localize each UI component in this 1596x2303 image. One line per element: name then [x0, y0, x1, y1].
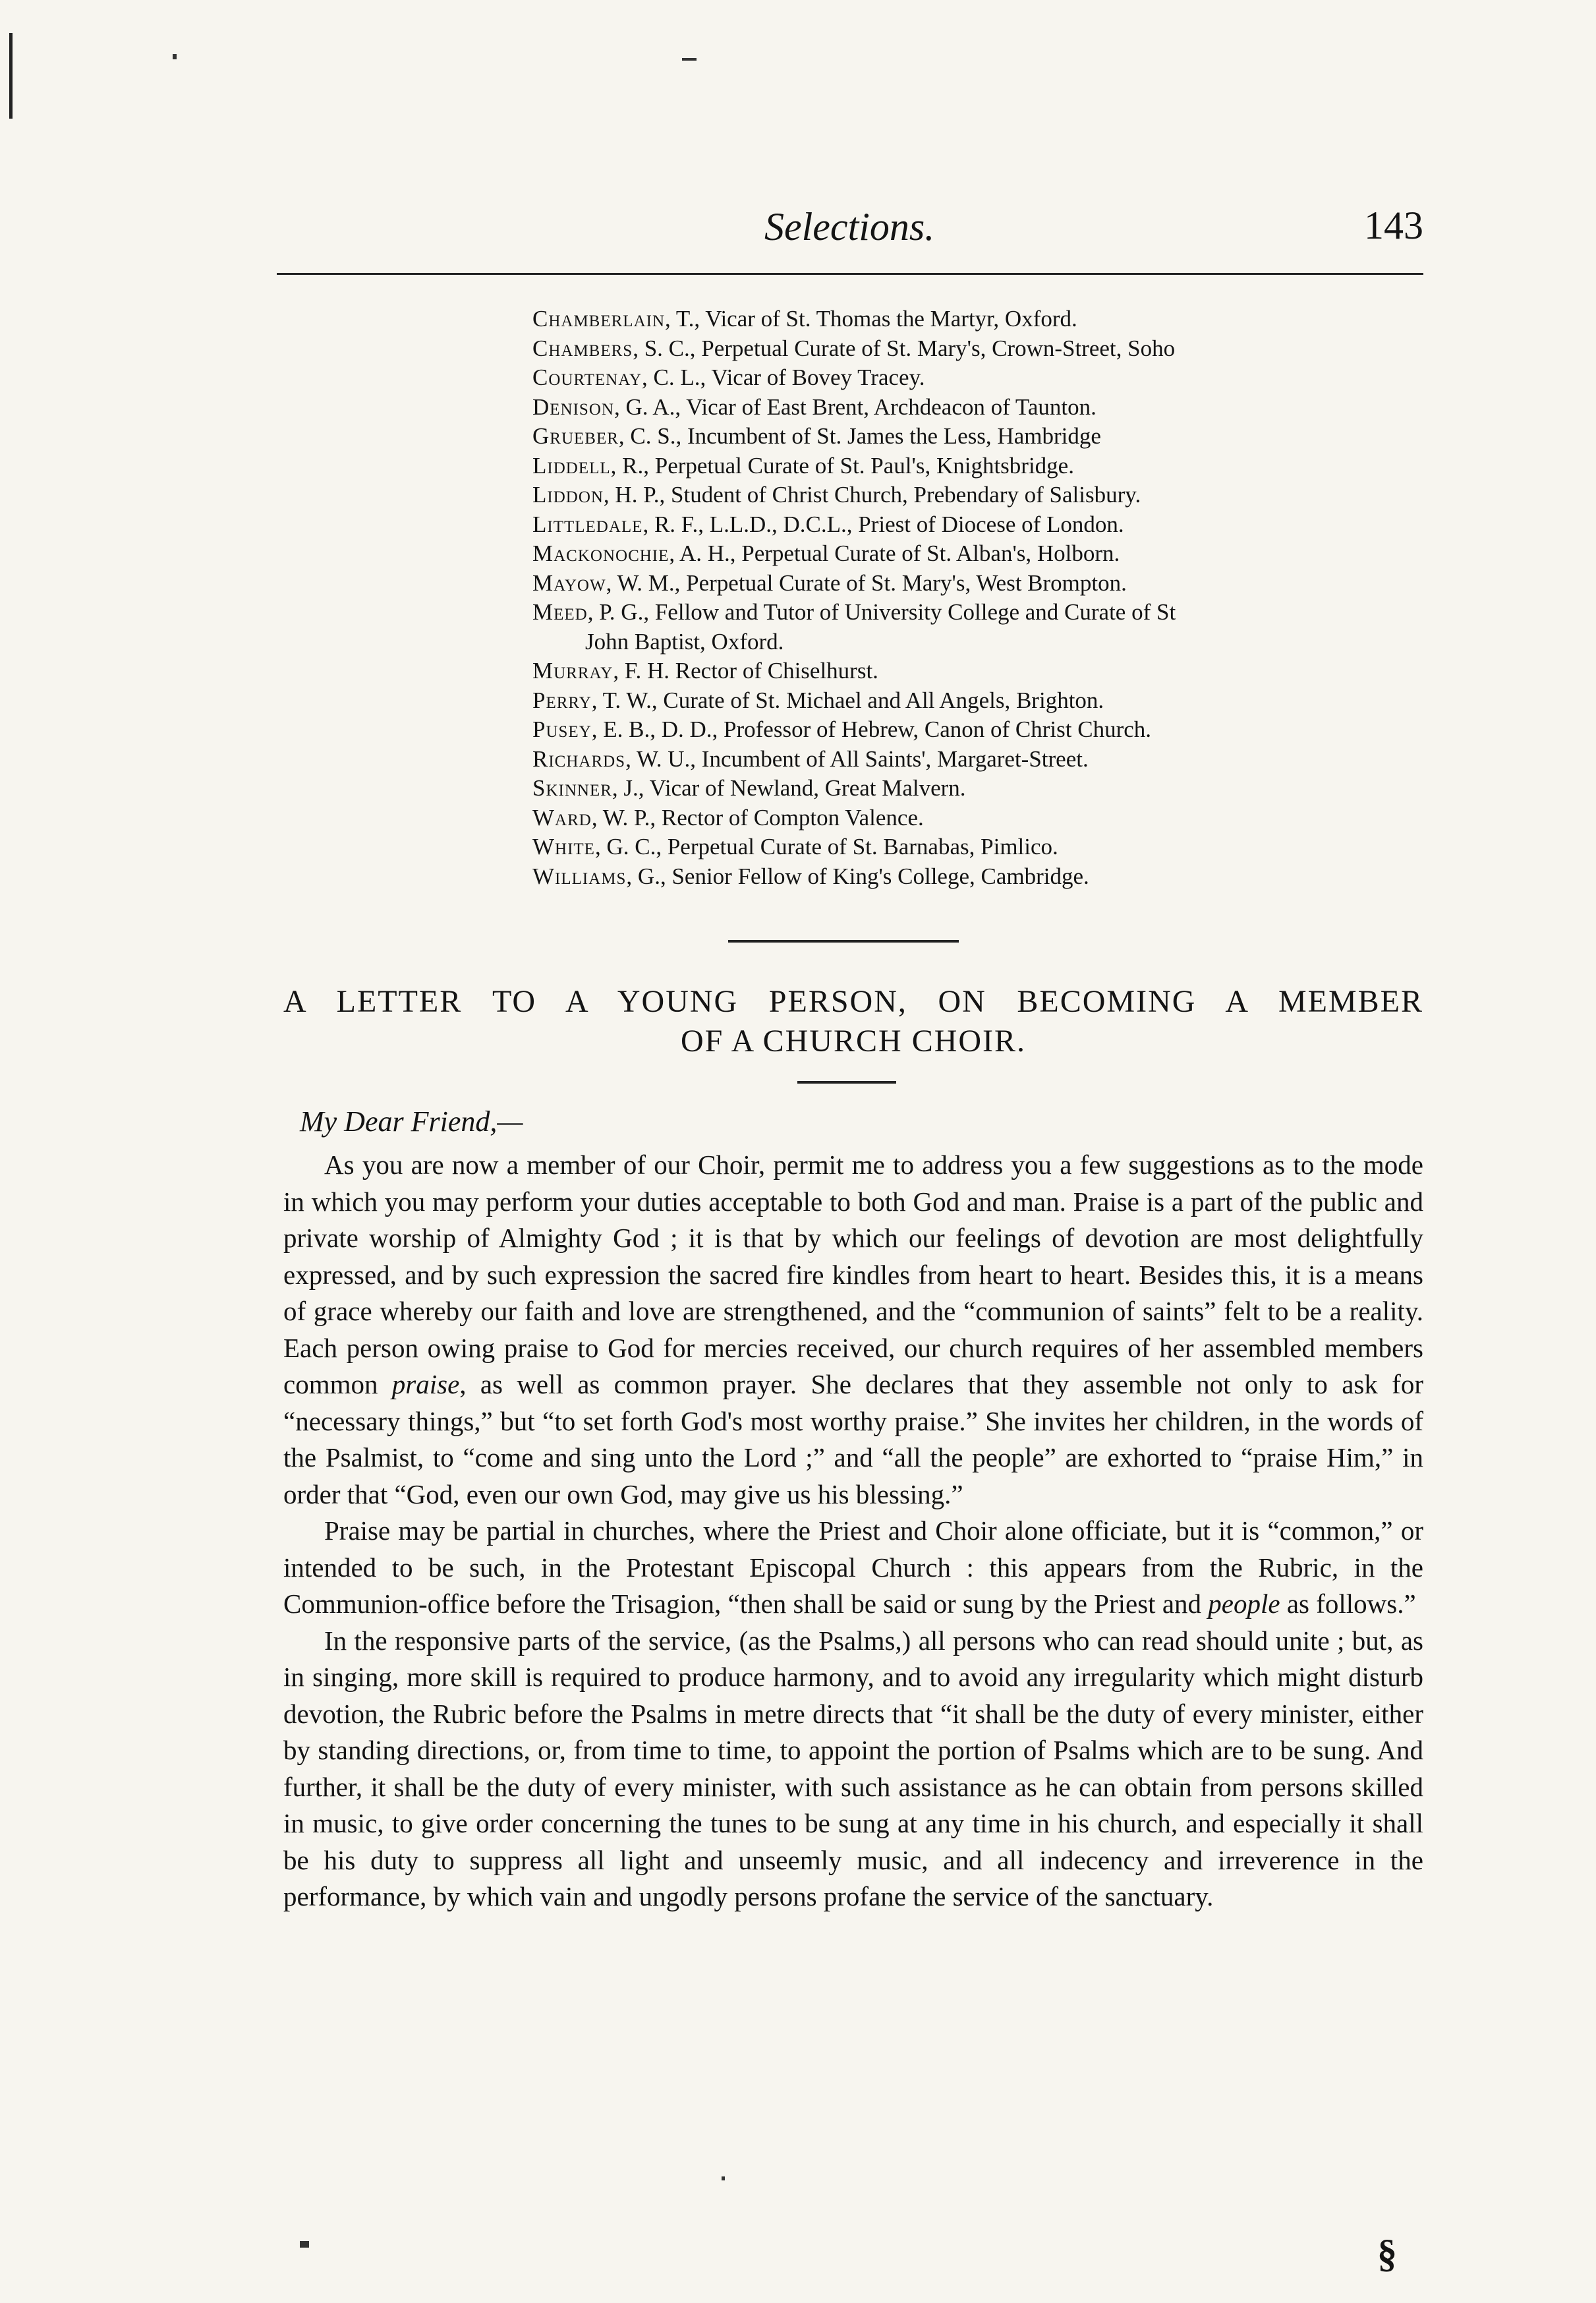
signatory-surname: Williams: [532, 863, 627, 889]
signatory-details: , T., Vicar of St. Thomas the Martyr, Oxford.: [665, 306, 1077, 332]
signatory-surname: Courtenay: [532, 364, 642, 390]
signatory-entry: [532, 745, 1455, 774]
signatory-details: , S. C., Perpetual Curate of St. Mary's, Crown-Street, Soho: [633, 335, 1176, 361]
signatory-surname: Mackonochie: [532, 540, 670, 566]
paragraph-text: as follows.”: [1280, 1589, 1416, 1619]
signatory-details: , W. P., Rector of Compton Valence.: [591, 804, 924, 831]
paragraph-text: As you are now a member of our Choir, permit me to address you a few suggestions as to the mode in which you may perform your duties acceptable to both God and man. Praise is a part of the public and private worship of Almighty God ; it is that by which our feelings of devotion are most delightfully expressed, and by such expression the sacred fire kindles from heart to heart. Besides this, it is a means of grace whereby our faith and love are strengthened, and the “communion of saints” felt to be a reality. Each person owing praise to God for mercies received, our church requires of her assembled members common: [283, 1150, 1423, 1399]
signatory-entry: [532, 832, 1455, 862]
signatory-entry: [532, 656, 1455, 686]
salutation: My Dear Friend,—: [300, 1105, 523, 1138]
signatory-details: , G. C., Perpetual Curate of St. Barnabas, Pimlico.: [594, 834, 1058, 860]
signatory-surname: Denison: [532, 394, 614, 420]
signatory-surname: Chambers: [532, 335, 633, 361]
signatory-surname: Murray: [532, 658, 613, 684]
scan-speck: [682, 58, 697, 61]
signatory-entry: [532, 539, 1455, 569]
signatory-entry: [532, 510, 1455, 540]
signatory-entry: [532, 715, 1455, 745]
signatory-details: , R. F., L.L.D., D.C.L., Priest of Diocese of London.: [642, 511, 1124, 537]
letter-paragraph: [283, 1623, 1423, 1915]
signatory-entry: [532, 422, 1455, 452]
letter-heading: [283, 982, 1423, 1061]
signatory-surname: Meed: [532, 599, 588, 625]
heading-divider: [797, 1081, 896, 1084]
signatory-details: , E. B., D. D., Professor of Hebrew, Canon of Christ Church.: [591, 716, 1152, 742]
header-rule: [277, 273, 1423, 275]
signatory-entry: [532, 862, 1455, 892]
signatory-details-continued: John Baptist, Oxford.: [585, 628, 784, 655]
signatory-entry: [532, 334, 1455, 364]
letter-paragraph: [283, 1513, 1423, 1623]
signatory-surname: Liddon: [532, 482, 604, 508]
signatory-details: , G., Senior Fellow of King's College, Cambridge.: [626, 863, 1089, 889]
signatory-list: [532, 305, 1455, 891]
running-head: [277, 198, 1423, 257]
printer-ornament: §: [1377, 2232, 1397, 2275]
signatory-entry: [532, 803, 1455, 833]
signatory-entry: [532, 452, 1455, 481]
heading-line-1: A LETTER TO A YOUNG PERSON, ON BECOMING A MEMBER: [283, 984, 1423, 1019]
paragraph-text: Praise may be partial in churches, where the Priest and Choir alone officiate, but it is “common,” or intended to be such, in the Protestant Episcopal Church : this appears from the Rubric, in the Communion-office before the Trisagion, “then shall be said or sung by the Priest and: [283, 1515, 1423, 1619]
signatory-details: , F. H. Rector of Chiselhurst.: [613, 658, 878, 684]
signatory-details: , W. M., Perpetual Curate of St. Mary's, West Brompton.: [606, 569, 1127, 596]
signatory-details: , T. W., Curate of St. Michael and All Angels, Brighton.: [591, 687, 1104, 713]
signatory-surname: Perry: [532, 687, 592, 713]
signatory-surname: Richards: [532, 745, 626, 772]
signatory-surname: Grueber: [532, 423, 619, 449]
signatory-details: , R., Perpetual Curate of St. Paul's, Knightsbridge.: [610, 452, 1074, 479]
scan-speck: [173, 54, 177, 59]
signatory-details: , C. S., Incumbent of St. James the Less, Hambridge: [618, 423, 1101, 449]
signatory-entry: [532, 305, 1455, 334]
letter-paragraph: [283, 1147, 1423, 1513]
signatory-entry: [532, 481, 1455, 510]
paragraph-text: In the responsive parts of the service, (as the Psalms,) all persons who can read should unite ; but, as in singing, more skill is required to produce harmony, and to avoid any irregularity which might disturb devotion, the Rubric before the Psalms in metre directs that “it shall be the duty of every minister, either by standing directions, or, from time to time, to appoint the portion of Psalms which are to be sung. And further, it shall be the duty of every minister, with such assistance as he can obtain from persons skilled in music, to give order concerning the tunes to be sung at any time in his church, and especially it shall be his duty to suppress all light and unseemly music, and all indecency and irreverence in the performance, by which vain and ungodly persons profane the service of the sanctuary.: [283, 1625, 1423, 1911]
signatory-details: , J., Vicar of Newland, Great Malvern.: [612, 775, 966, 801]
signatory-entry: [532, 598, 1455, 627]
signatory-details: , C. L., Vicar of Bovey Tracey.: [642, 364, 925, 390]
scan-speck: [722, 2176, 725, 2180]
signatory-entry: [532, 686, 1455, 716]
signatory-entry: [532, 569, 1455, 598]
letter-body: [283, 1147, 1423, 1915]
scan-speck: [300, 2241, 309, 2248]
emphasis-text: praise: [391, 1369, 460, 1399]
heading-line-2: OF A CHURCH CHOIR.: [680, 1024, 1027, 1059]
signatory-surname: Chamberlain: [532, 306, 666, 332]
page-number: 143: [1364, 204, 1423, 247]
signatory-surname: Liddell: [532, 452, 611, 479]
scan-edge-line: [9, 33, 13, 119]
signatory-details: , P. G., Fellow and Tutor of University College and Curate of St: [587, 599, 1176, 625]
signatory-details: , G. A., Vicar of East Brent, Archdeacon of Taunton.: [613, 394, 1097, 420]
paragraph-text: , as well as common prayer. She declares that they assemble not only to ask for “necessary things,” but “to set forth God's most worthy praise.” She invites her children, in the words of the Psalmist, to “come and sing unto the Lord ;” and “all the people” are exhorted to “praise Him,” in order that “God, even our own God, may give us his blessing.”: [283, 1369, 1423, 1509]
signatory-surname: Ward: [532, 804, 592, 831]
signatory-surname: Mayow: [532, 569, 606, 596]
signatory-entry: [532, 393, 1455, 423]
section-divider: [728, 940, 959, 943]
signatory-entry: [532, 774, 1455, 803]
signatory-details: , H. P., Student of Christ Church, Prebendary of Salisbury.: [603, 482, 1141, 508]
signatory-surname: Littledale: [532, 511, 643, 537]
signatory-surname: White: [532, 834, 595, 860]
running-head-title: Selections.: [764, 205, 935, 248]
signatory-surname: Skinner: [532, 775, 612, 801]
signatory-surname: Pusey: [532, 716, 592, 742]
emphasis-text: people: [1208, 1589, 1280, 1619]
signatory-details: , W. U., Incumbent of All Saints', Margaret-Street.: [625, 745, 1089, 772]
signatory-entry: [532, 363, 1455, 393]
signatory-details: , A. H., Perpetual Curate of St. Alban's, Holborn.: [669, 540, 1120, 566]
